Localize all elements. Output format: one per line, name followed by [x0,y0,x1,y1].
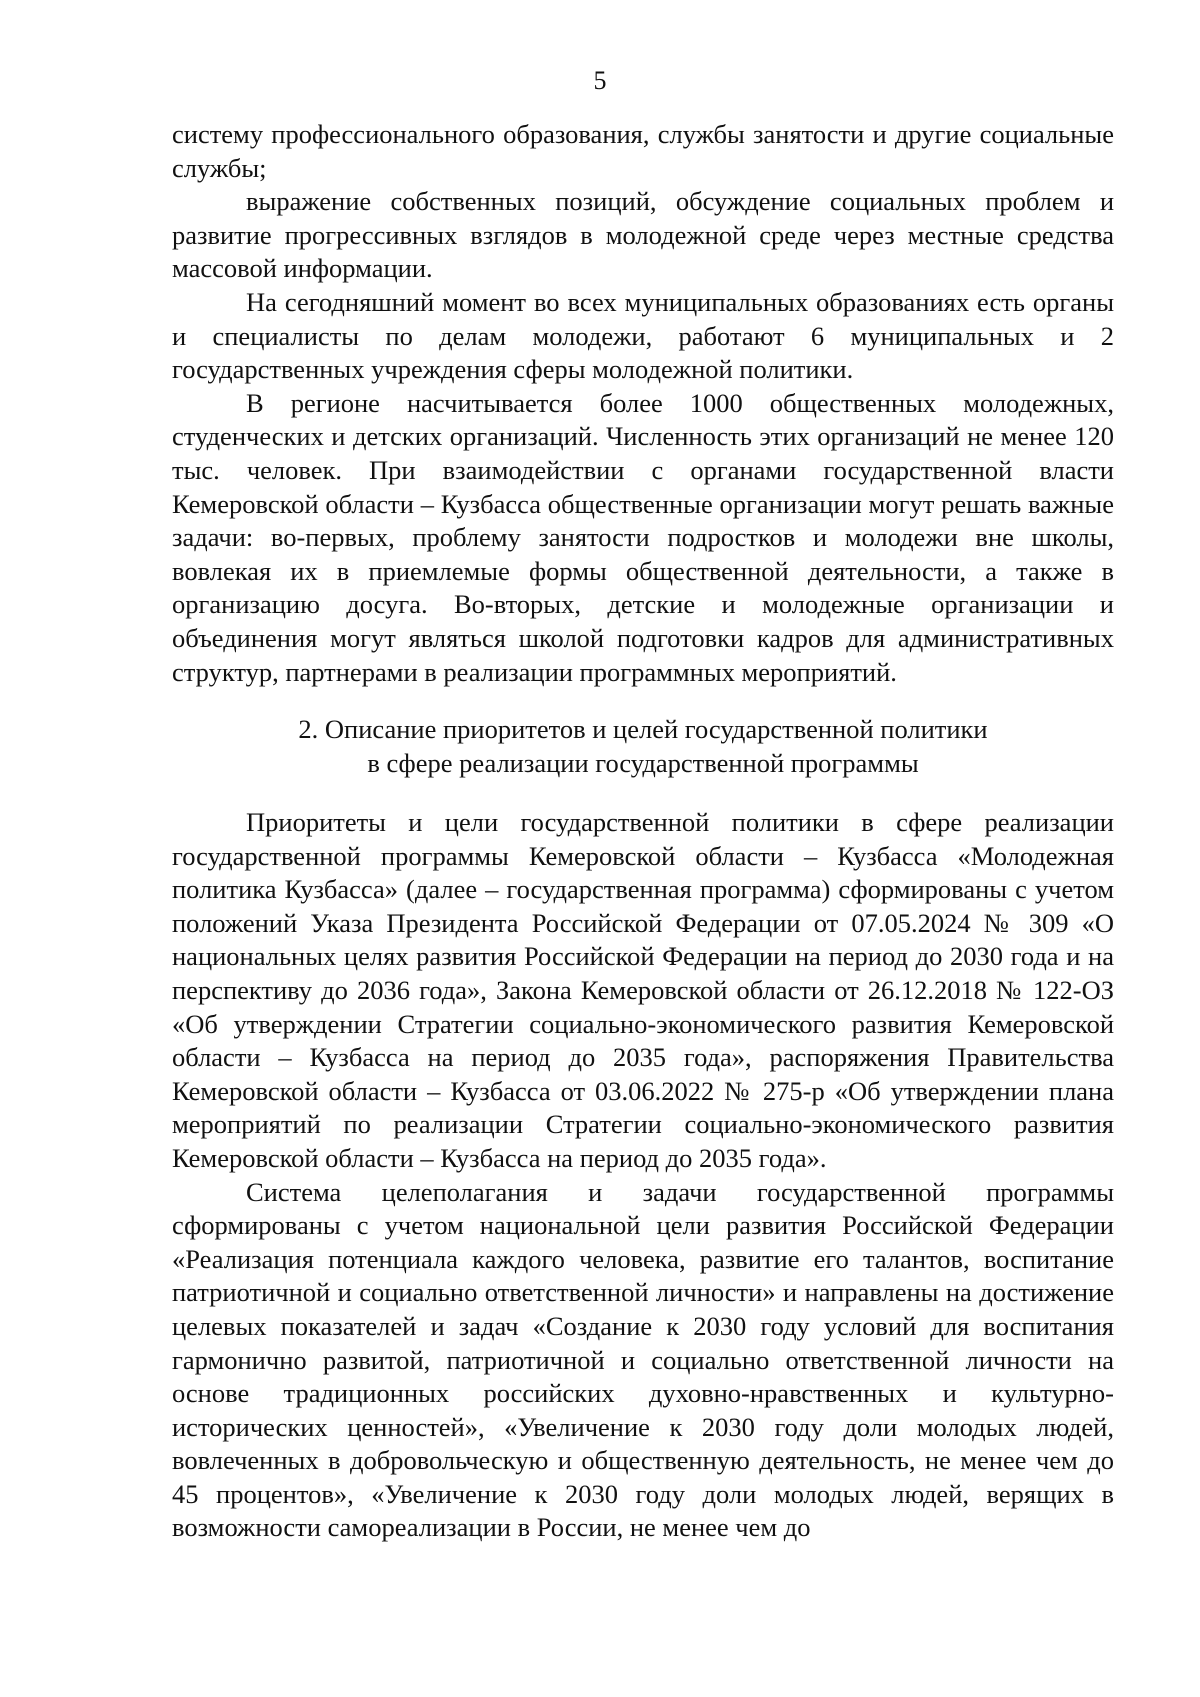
top-text-block [172,118,1114,689]
paragraph-organizations: В регионе насчитывается более 1000 общественных молодежных, студенческих и детских организаций. Численность этих организаций не менее 120 тыс. человек. При взаимодействии с органами государственной власти Кемеровской области – Кузбасса общественные организации могут решать важные задачи: во-первых, проблему занятости подростков и молодежи вне школы, вовлекая их в приемлемые формы общественной деятельности, а также в организацию досуга. Во-вторых, детские и молодежные организации и объединения могут являться школой подготовки кадров для административных структур, партнерами в реализации программных мероприятий. [172,387,1114,687]
bottom-text-block [172,806,1114,1545]
paragraph-priorities: Приоритеты и цели государственной политики в сфере реализации государственной программы Кемеровской области – Кузбасса «Молодежная политика Кузбасса» (далее – государственная программа) сформированы с учетом положений Указа Президента Российской Федерации от 07.05.2024 № 309 «О национальных целях развития Российской Федерации на период до 2030 года и на перспективу до 2036 года», Закона Кемеровской области от 26.12.2018 № 122-ОЗ «Об утверждении Стратегии социально-экономического развития Кемеровской области – Кузбасса на период до 2035 года», распоряжения Правительства Кемеровской области – Кузбасса от 03.06.2022 № 275-р «Об утверждении плана мероприятий по реализации Стратегии социально-экономического развития Кемеровской области – Кузбасса на период до 2035 года». [172,807,1114,1173]
section-heading [172,712,1114,780]
paragraph-media-positions: выражение собственных позиций, обсуждение социальных проблем и развитие прогрессивных взглядов в молодежной среде через местные средства массовой информации. [172,186,1114,284]
paragraph-continuation: систему профессионального образования, службы занятости и другие социальные службы; [172,119,1114,183]
page-number: 5 [593,66,607,95]
paragraph-goal-setting: Система целеполагания и задачи государственной программы сформированы с учетом национальной цели развития Российской Федерации «Реализация потенциала каждого человека, развитие его талантов, воспитание патриотичной и социально ответственной личности» и направлены на достижение целевых показателей и задач «Создание к 2030 году условий для воспитания гармонично развитой, патриотичной и социально ответственной личности на основе традиционных российских духовно-нравственных и культурно-исторических ценностей», «Увеличение к 2030 году доли молодых людей, вовлеченных в добровольческую и общественную деятельность, не менее чем до 45 процентов», «Увеличение к 2030 году доли молодых людей, верящих в возможности самореализации в России, не менее чем до [172,1176,1114,1543]
section-heading-line-1: 2. Описание приоритетов и целей государственной политики [298,714,988,744]
section-heading-line-2: в сфере реализации государственной программы [367,748,919,778]
paragraph-youth-bodies: На сегодняшний момент во всех муниципальных образованиях есть органы и специалисты по делам молодежи, работают 6 муниципальных и 2 государственных учреждения сферы молодежной политики. [172,286,1114,385]
